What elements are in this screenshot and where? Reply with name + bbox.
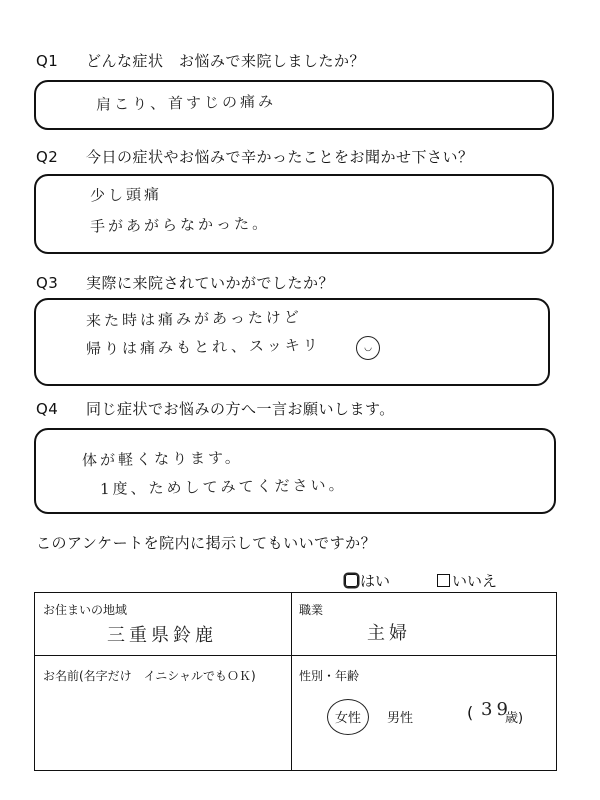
answer-line: 1度、ためしてみてください。 <box>99 475 347 499</box>
smiley-drawing: ◡ <box>356 336 380 360</box>
question-2 <box>36 146 474 167</box>
question-number: Q3 <box>36 274 59 292</box>
question-number: Q4 <box>36 400 59 418</box>
answer-box-3 <box>34 298 550 386</box>
sex-age-label: 性別・年齢 <box>299 669 360 683</box>
answer-box-4 <box>34 428 556 514</box>
question-text: 今日の症状やお悩みで辛かったことをお聞かせ下さい？ <box>86 148 474 166</box>
answer-box-1 <box>34 80 554 130</box>
checkbox-icon[interactable] <box>437 574 450 587</box>
info-table <box>34 592 557 771</box>
female-circle-mark <box>327 699 369 735</box>
sex-female: 女性 <box>335 711 362 726</box>
question-1 <box>36 50 365 71</box>
question-text: 実際に来院されていかがでしたか？ <box>86 274 335 292</box>
question-number: Q1 <box>36 52 59 70</box>
age-unit: 歳) <box>505 711 524 726</box>
area-label: お住まいの地域 <box>43 603 128 617</box>
answer-line: 体が軽くなります。 <box>81 448 243 470</box>
checkbox-checked-icon[interactable] <box>345 574 358 587</box>
consent-question: このアンケートを院内に掲示してもいいですか？ <box>36 534 377 552</box>
question-4 <box>36 398 395 419</box>
consent-no-label: いいえ <box>452 572 498 590</box>
question-3 <box>36 272 334 293</box>
question-number: Q2 <box>36 148 59 166</box>
table-divider <box>291 593 292 770</box>
age-value: 39 <box>481 699 512 720</box>
question-text: 同じ症状でお悩みの方へ一言お願いします。 <box>86 400 395 418</box>
consent-no-option[interactable] <box>437 570 497 591</box>
answer-line: 手があがらなかった。 <box>89 214 271 236</box>
answer-line: 帰りは痛みもとれ、スッキリ <box>85 335 321 359</box>
sex-male: 男性 <box>387 711 414 726</box>
answer-box-2 <box>34 174 554 254</box>
question-text: どんな症状 お悩みで来院しましたか？ <box>86 52 366 70</box>
answer-line: 来た時は痛みがあったけど <box>85 308 303 330</box>
consent-yes-option[interactable] <box>345 570 390 591</box>
consent-yes-label: はい <box>360 572 391 590</box>
job-value: 主婦 <box>367 623 411 644</box>
name-label: お名前(名字だけ イニシャルでもＯＫ) <box>43 669 256 683</box>
answer-line: 肩こり、首すじの痛み <box>95 92 277 114</box>
area-value: 三重県鈴鹿 <box>107 625 217 646</box>
answer-line: 少し頭痛 <box>89 185 163 205</box>
job-label: 職業 <box>299 603 324 617</box>
age-open-paren: ( <box>467 703 474 722</box>
table-divider <box>35 655 556 656</box>
